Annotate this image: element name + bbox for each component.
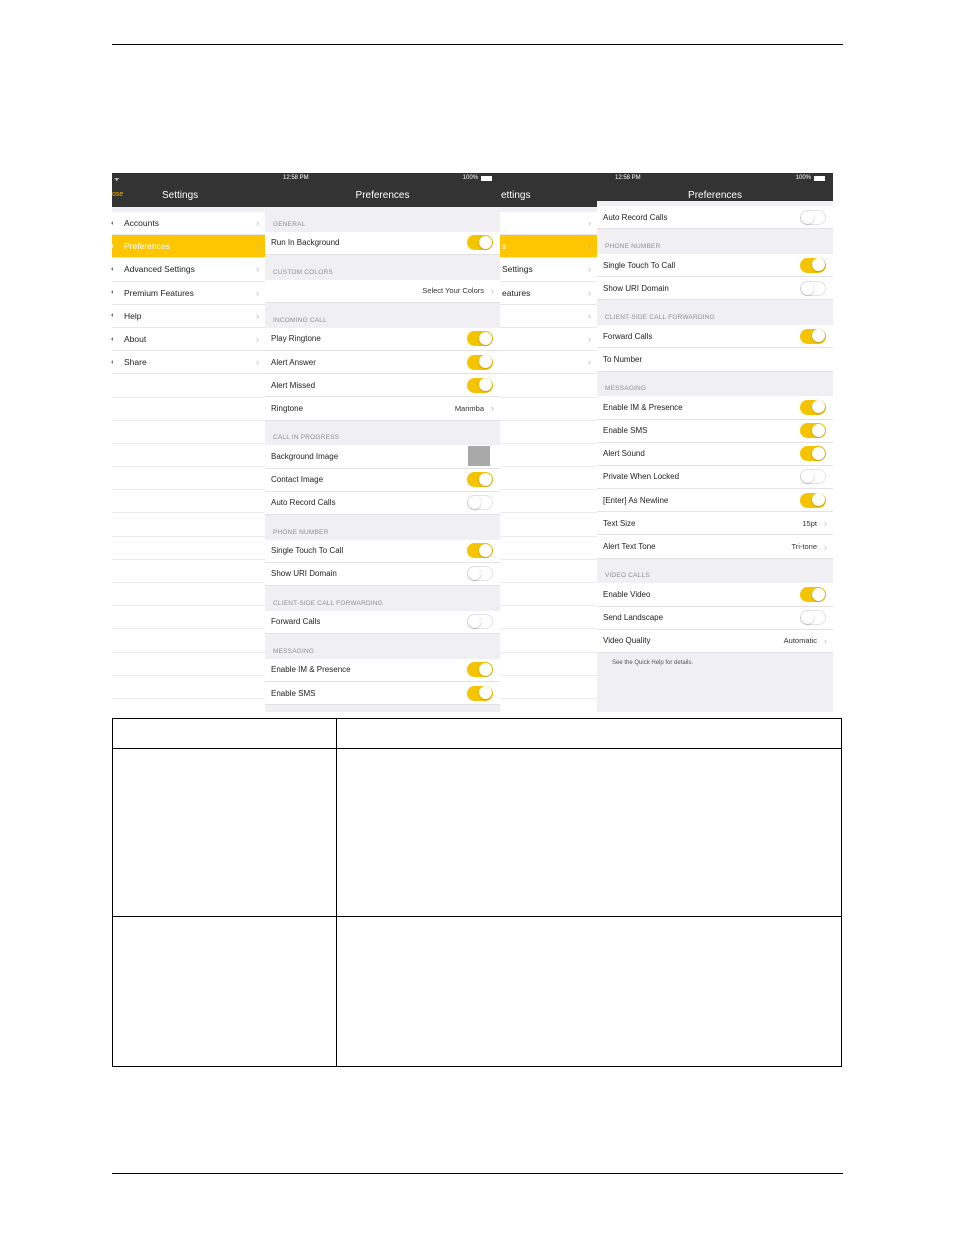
section-header-custom-colors: CUSTOM COLORS (265, 255, 500, 280)
peek-item[interactable] (500, 212, 597, 235)
toggle-knob (468, 615, 481, 628)
toggle-switch[interactable] (467, 378, 493, 393)
peek-item-label: Settings (502, 264, 533, 275)
toggle-switch[interactable] (800, 610, 826, 625)
setting-row-play-ringtone (265, 328, 500, 351)
screenshot-preferences-scrolled (597, 173, 833, 712)
status-battery: 100% (462, 175, 478, 181)
toggle-knob (801, 282, 814, 295)
toggle-knob (479, 378, 492, 391)
toggle-knob (812, 493, 825, 506)
setting-value: Select Your Colors (422, 286, 484, 296)
chevron-right-icon: › (588, 218, 591, 229)
toggle-knob (812, 329, 825, 342)
peek-list (500, 207, 597, 712)
setting-label: Single Touch To Call (603, 260, 676, 270)
setting-label: Auto Record Calls (271, 498, 336, 508)
section-header-call-in-progress: CALL IN PROGRESS (265, 421, 500, 446)
toggle-switch[interactable] (800, 329, 826, 344)
sidebar-item-accounts[interactable] (112, 212, 265, 235)
chevron-right-icon: › (256, 264, 259, 275)
chevron-right-icon: › (824, 541, 827, 552)
peek-item[interactable] (500, 351, 597, 374)
empty-row (500, 560, 597, 583)
toggle-switch[interactable] (800, 469, 826, 484)
toggle-knob (812, 400, 825, 413)
background-image-thumbnail[interactable] (468, 446, 490, 466)
toggle-switch[interactable] (467, 686, 493, 701)
sidebar-item-about[interactable] (112, 328, 265, 351)
empty-row (500, 374, 597, 397)
empty-row (500, 537, 597, 560)
empty-row (500, 629, 597, 652)
setting-row-single-touch-to-call (597, 254, 833, 277)
setting-row-enable-im-presence (265, 659, 500, 682)
setting-value: Tri-tone (791, 542, 817, 552)
chevron-right-icon: › (256, 287, 259, 298)
peek-item[interactable] (500, 258, 597, 281)
setting-row-auto-record-calls (265, 492, 500, 515)
setting-label: [Enter] As Newline (603, 495, 669, 505)
header-rule (112, 44, 843, 45)
toggle-switch[interactable] (467, 566, 493, 581)
empty-row (112, 676, 265, 699)
setting-row-private-when-locked (597, 466, 833, 489)
toggle-knob (812, 424, 825, 437)
empty-row (112, 398, 265, 421)
status-time: 12:58 PM (283, 175, 309, 181)
empty-row (112, 560, 265, 583)
empty-row (500, 444, 597, 467)
preferences-pane (265, 173, 500, 712)
chevron-right-icon: › (588, 334, 591, 345)
peek-nav-bar (500, 173, 597, 207)
toggle-switch[interactable] (467, 235, 493, 250)
chevron-right-icon: › (588, 287, 591, 298)
setting-label: Alert Missed (271, 380, 316, 390)
toggle-switch[interactable] (800, 400, 826, 415)
sidebar-item-label: Accounts (124, 218, 159, 229)
section-header-video-calls: VIDEO CALLS (597, 559, 833, 584)
setting-label: Enable IM & Presence (271, 665, 351, 675)
setting-label: Forward Calls (603, 331, 653, 341)
chevron-right-icon: › (256, 334, 259, 345)
empty-row (500, 490, 597, 513)
accounts-icon: ◖ (110, 219, 115, 227)
chevron-right-icon: › (256, 218, 259, 229)
status-battery-b: 100% (795, 175, 811, 181)
settings-pane (112, 173, 265, 712)
setting-label: Video Quality (603, 636, 651, 646)
peek-title: ettings (501, 190, 531, 201)
empty-row (500, 606, 597, 629)
chevron-right-icon: › (588, 241, 591, 252)
toggle-knob (801, 611, 814, 624)
toggle-switch[interactable] (467, 614, 493, 629)
setting-row-auto-record-calls (597, 206, 833, 229)
screenshot-settings-preferences (112, 173, 597, 712)
setting-row-ringtone[interactable] (265, 397, 500, 420)
empty-row (500, 676, 597, 699)
sidebar-item-label: Advanced Settings (124, 264, 195, 275)
chevron-right-icon: › (824, 635, 827, 646)
toggle-switch[interactable] (467, 355, 493, 370)
preferences-list-b (597, 201, 833, 712)
toggle-knob (812, 588, 825, 601)
footer-note: See the Quick Help for details. (612, 660, 694, 666)
peek-item-label: s (502, 241, 507, 252)
setting-row-enter-as-newline (597, 489, 833, 512)
setting-row-alert-answer (265, 351, 500, 374)
setting-label: Enable Video (603, 590, 651, 600)
chevron-right-icon: › (824, 518, 827, 529)
empty-row (500, 421, 597, 444)
toggle-switch[interactable] (800, 281, 826, 296)
empty-row (112, 629, 265, 652)
preferences-nav-bar (265, 173, 500, 207)
chevron-right-icon: › (256, 357, 259, 368)
table-header-row (113, 719, 842, 749)
peek-item[interactable] (500, 282, 597, 305)
chevron-right-icon: › (491, 403, 494, 414)
share-icon: ◖ (110, 358, 115, 366)
empty-row (500, 513, 597, 536)
empty-row (112, 583, 265, 606)
toggle-switch[interactable] (800, 493, 826, 508)
toggle-knob (801, 470, 814, 483)
toggle-switch[interactable] (467, 662, 493, 677)
empty-row (112, 513, 265, 536)
setting-row-alert-sound (597, 443, 833, 466)
toggle-knob (479, 332, 492, 345)
preferences-icon: ◖ (110, 242, 115, 250)
setting-label: To Number (603, 354, 643, 364)
setting-label: Forward Calls (271, 617, 321, 627)
setting-label: Enable SMS (603, 426, 648, 436)
preferences-pane-scrolled (597, 173, 833, 712)
settings-peek-pane (500, 173, 597, 712)
setting-row-background-image (265, 445, 500, 468)
setting-label: Show URI Domain (603, 283, 669, 293)
empty-row (500, 583, 597, 606)
peek-item[interactable] (500, 328, 597, 351)
table-row (113, 749, 842, 917)
peek-item[interactable] (500, 235, 597, 258)
setting-label: Alert Answer (271, 357, 316, 367)
sidebar-item-share[interactable] (112, 351, 265, 374)
chevron-right-icon: › (256, 241, 259, 252)
setting-row-forward-calls (597, 325, 833, 348)
setting-label: Alert Sound (603, 449, 645, 459)
empty-row (500, 398, 597, 421)
advanced-icon: ◖ (110, 265, 115, 273)
setting-row-enable-sms (265, 682, 500, 705)
sidebar-item-advanced-settings[interactable] (112, 258, 265, 281)
sidebar-item-label: Preferences (124, 241, 170, 252)
setting-label: Text Size (603, 518, 636, 528)
setting-row-show-uri-domain (265, 563, 500, 586)
setting-row-alert-missed (265, 374, 500, 397)
peek-item[interactable] (500, 305, 597, 328)
toggle-switch[interactable] (800, 258, 826, 273)
preferences-title: Preferences (355, 190, 410, 201)
settings-nav-bar (112, 173, 265, 207)
sidebar-item-premium-features[interactable] (112, 282, 265, 305)
empty-row (112, 537, 265, 560)
setting-label: Run In Background (271, 238, 340, 248)
toggle-knob (468, 496, 481, 509)
setting-label: Private When Locked (603, 472, 680, 482)
peek-item-label: eatures (502, 287, 531, 298)
setting-row-select-your-colors[interactable] (265, 280, 500, 303)
setting-row-show-uri-domain (597, 277, 833, 300)
chevron-right-icon: › (588, 310, 591, 321)
preferences-title-b: Preferences (688, 190, 742, 201)
section-header-phone-number: PHONE NUMBER (597, 229, 833, 254)
setting-label: Send Landscape (603, 613, 664, 623)
toggle-switch[interactable] (467, 543, 493, 558)
help-icon: ◖ (110, 312, 115, 320)
chevron-right-icon: › (588, 264, 591, 275)
sidebar-item-label: Help (124, 310, 142, 321)
chevron-right-icon: › (491, 285, 494, 296)
toggle-switch[interactable] (800, 210, 826, 225)
setting-label: Contact Image (271, 475, 324, 485)
chevron-right-icon: › (588, 357, 591, 368)
wifi-icon: ᯤ (114, 177, 120, 183)
setting-row-single-touch-to-call (265, 540, 500, 563)
sidebar-item-label: Premium Features (124, 287, 194, 298)
setting-label: Background Image (271, 451, 339, 461)
setting-label: Single Touch To Call (271, 546, 344, 556)
setting-row-to-number (597, 348, 833, 371)
doc-table (112, 718, 842, 1067)
toggle-switch[interactable] (800, 446, 826, 461)
setting-value: 15pt (802, 518, 817, 528)
setting-row-enable-video (597, 583, 833, 606)
empty-row (112, 653, 265, 676)
toggle-knob (479, 686, 492, 699)
sidebar-item-preferences[interactable] (112, 235, 265, 258)
empty-row (500, 653, 597, 676)
battery-icon (814, 176, 825, 181)
setting-value: Marimba (454, 403, 484, 413)
setting-label: Ringtone (271, 403, 304, 413)
empty-row (112, 606, 265, 629)
setting-row-contact-image (265, 469, 500, 492)
section-header-incoming-call: INCOMING CALL (265, 303, 500, 328)
toggle-knob (801, 211, 814, 224)
section-header-general: GENERAL (265, 207, 500, 232)
toggle-switch[interactable] (467, 331, 493, 346)
section-header-messaging: MESSAGING (597, 372, 833, 397)
settings-list (112, 207, 265, 712)
setting-row-text-size[interactable] (597, 512, 833, 535)
status-time-b: 12:58 PM (615, 175, 641, 181)
section-header-client-side-call-forwarding: CLIENT-SIDE CALL FORWARDING (265, 586, 500, 611)
setting-label: Auto Record Calls (603, 212, 668, 222)
footer-rule (112, 1173, 843, 1174)
preferences-list (265, 207, 500, 712)
empty-row (112, 421, 265, 444)
section-header-client-side-call-forwarding: CLIENT-SIDE CALL FORWARDING (597, 300, 833, 325)
empty-row (112, 467, 265, 490)
empty-row (500, 467, 597, 490)
toggle-knob (479, 355, 492, 368)
setting-label: Play Ringtone (271, 334, 321, 344)
settings-title: Settings (162, 190, 199, 201)
toggle-knob (812, 258, 825, 271)
setting-row-enable-sms (597, 420, 833, 443)
premium-icon: ◖ (110, 289, 115, 297)
toggle-switch[interactable] (800, 587, 826, 602)
setting-row-alert-text-tone[interactable] (597, 535, 833, 558)
toggle-knob (468, 567, 481, 580)
empty-row (112, 444, 265, 467)
table-row (113, 917, 842, 1067)
about-icon: ◖ (110, 335, 115, 343)
toggle-switch[interactable] (467, 495, 493, 510)
empty-row (112, 490, 265, 513)
battery-icon (481, 176, 492, 181)
sidebar-item-label: Share (124, 357, 147, 368)
setting-label: Enable IM & Presence (603, 402, 683, 412)
sidebar-item-help[interactable] (112, 305, 265, 328)
toggle-knob (812, 447, 825, 460)
toggle-switch[interactable] (467, 472, 493, 487)
setting-row-run-in-background (265, 232, 500, 255)
setting-label: Show URI Domain (271, 569, 337, 579)
toggle-knob (479, 544, 492, 557)
toggle-switch[interactable] (800, 423, 826, 438)
setting-value: Automatic (783, 636, 817, 646)
setting-label: Enable SMS (271, 688, 316, 698)
sidebar-item-label: About (124, 334, 147, 345)
setting-row-forward-calls (265, 611, 500, 634)
setting-label: Alert Text Tone (603, 542, 656, 552)
back-button[interactable]: ose (112, 191, 124, 198)
setting-row-send-landscape (597, 607, 833, 630)
section-header-phone-number: PHONE NUMBER (265, 515, 500, 540)
setting-row-video-quality[interactable] (597, 630, 833, 653)
section-header-messaging: MESSAGING (265, 634, 500, 659)
toggle-knob (479, 663, 492, 676)
chevron-right-icon: › (256, 310, 259, 321)
setting-row-enable-im-presence (597, 396, 833, 419)
toggle-knob (479, 473, 492, 486)
empty-row (112, 374, 265, 397)
toggle-knob (479, 236, 492, 249)
